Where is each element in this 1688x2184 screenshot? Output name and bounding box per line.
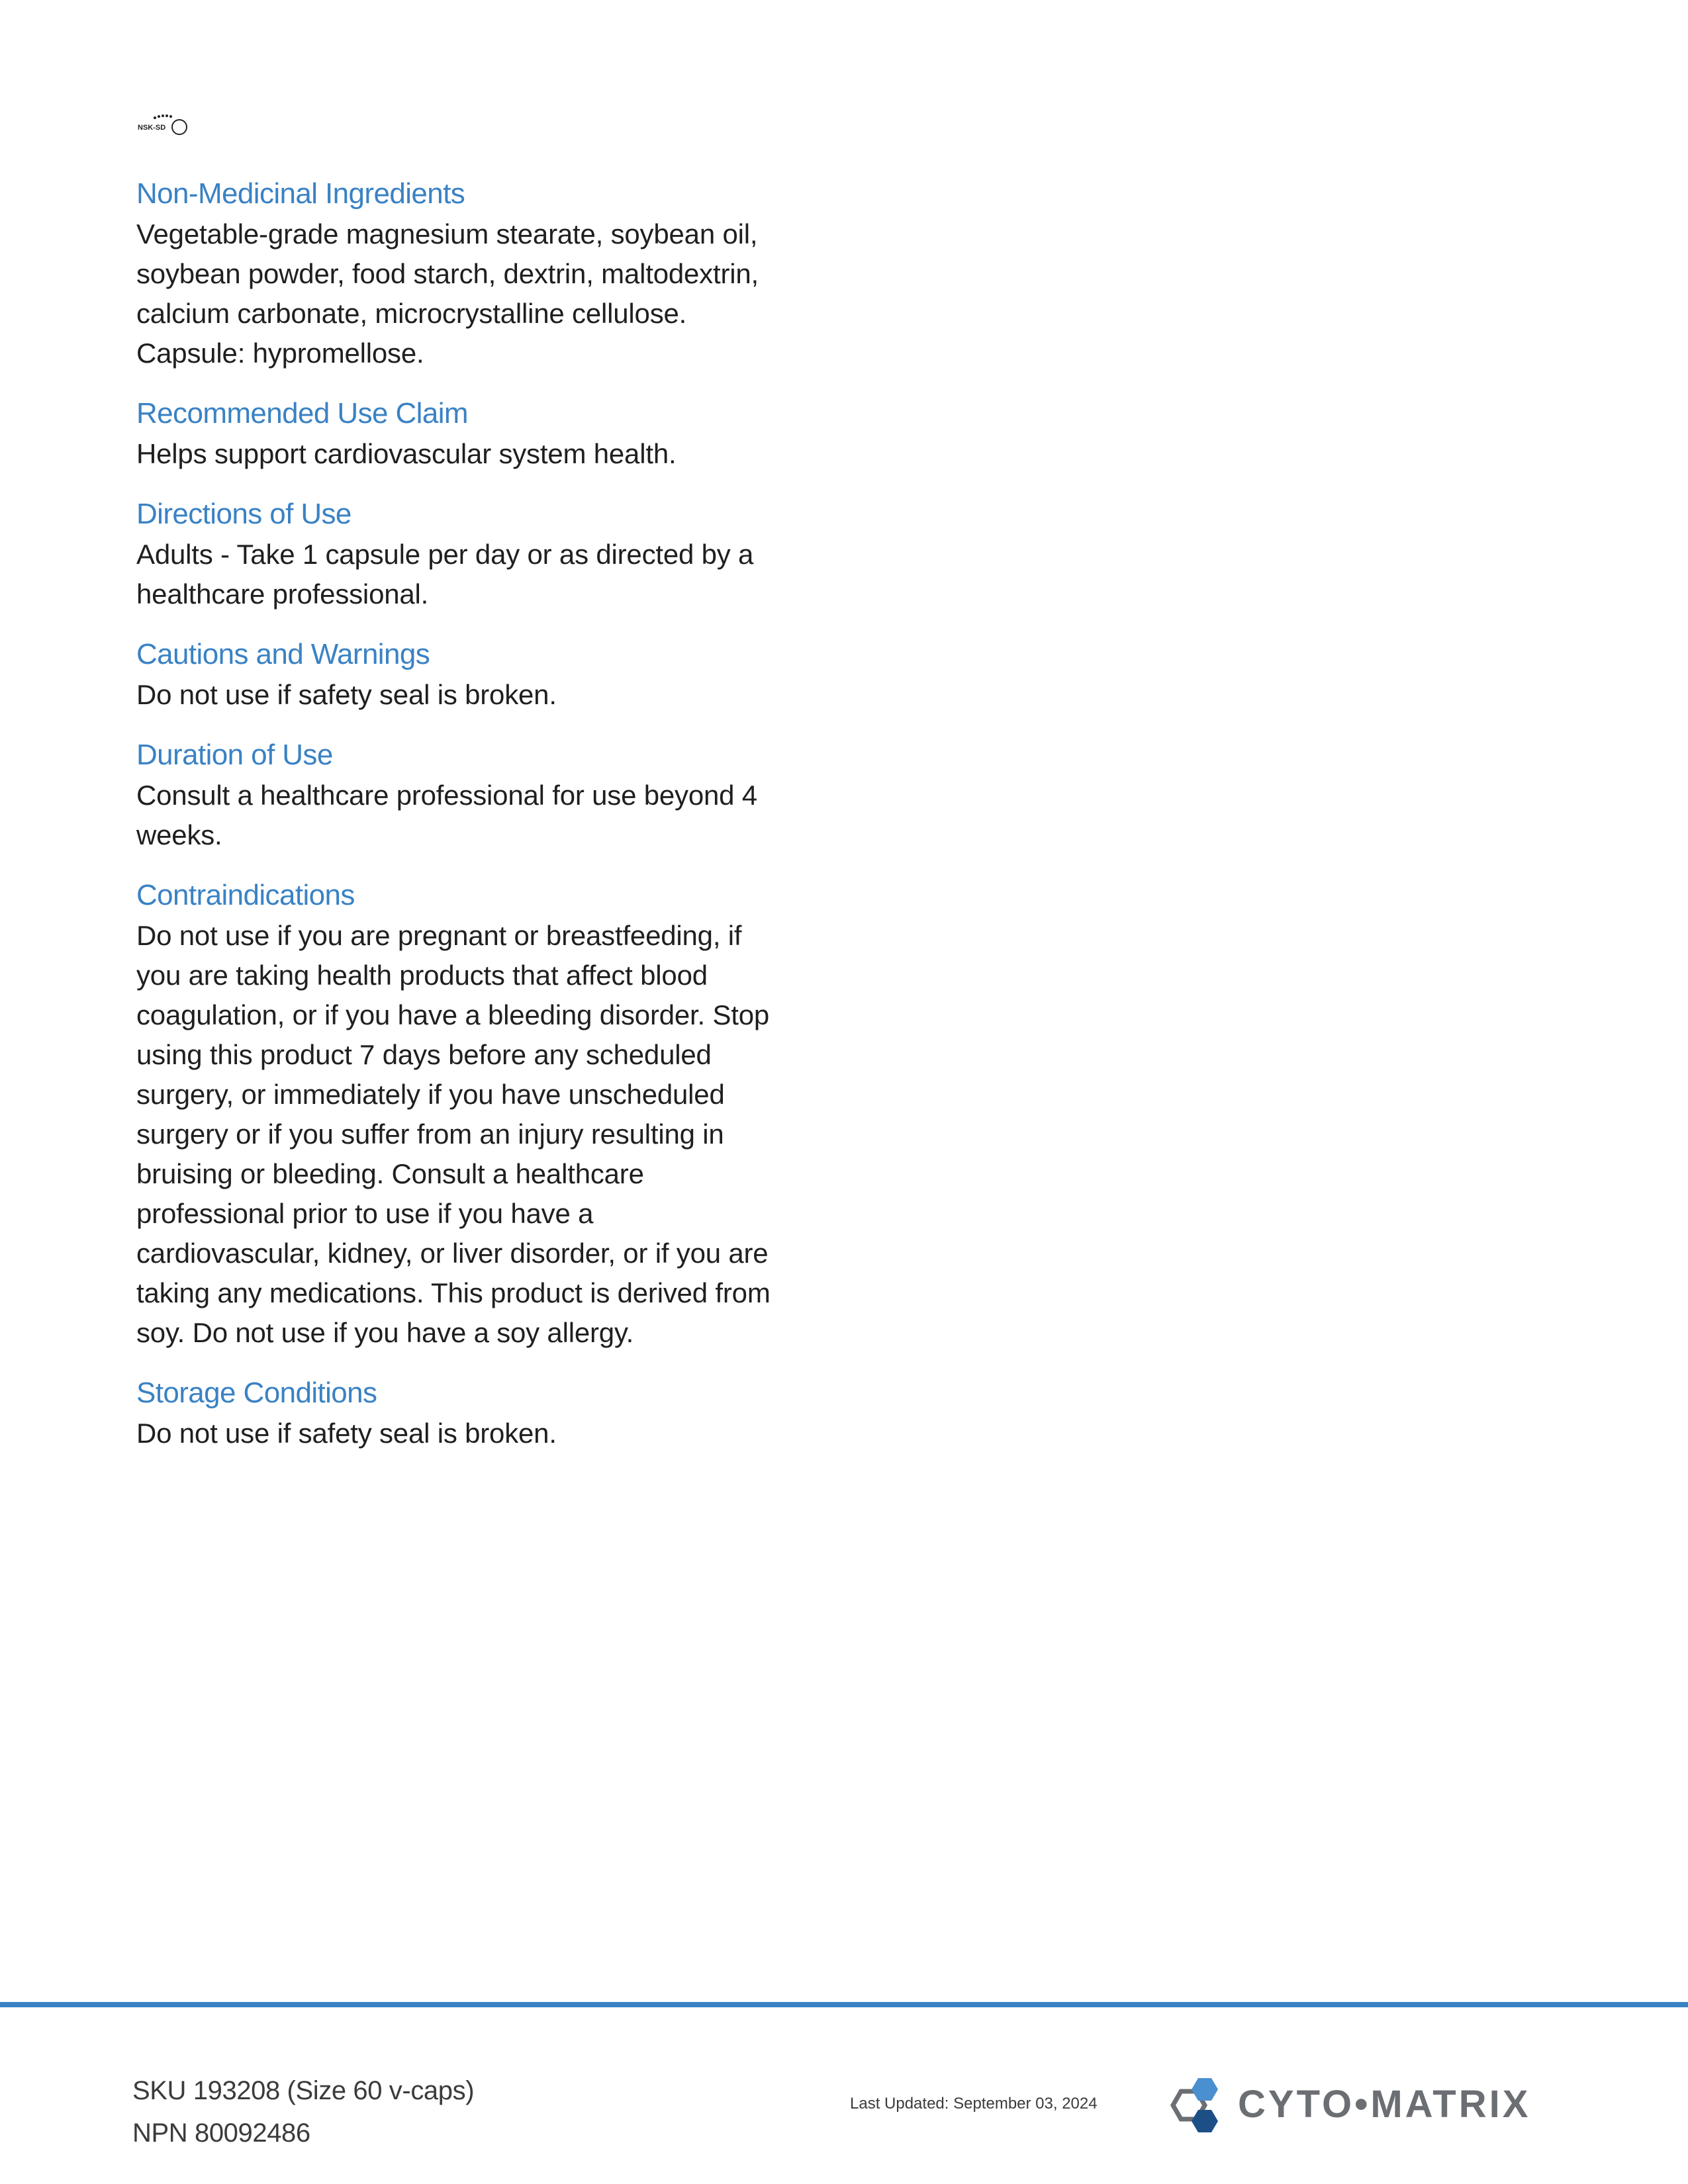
body-line: Do not use if safety seal is broken. xyxy=(136,1418,557,1449)
section-contraindications xyxy=(136,875,798,1353)
body-line: healthcare professional. xyxy=(136,578,429,610)
body-line: surgery, or immediately if you have unscheduled xyxy=(136,1079,725,1110)
section-non-medicinal-ingredients xyxy=(136,173,798,373)
body-line: Capsule: hypromellose. xyxy=(136,338,424,369)
cyto-matrix-logo xyxy=(1160,2069,1557,2142)
section-body xyxy=(136,776,798,855)
section-heading: Directions of Use xyxy=(136,498,352,530)
section-storage-conditions xyxy=(136,1373,798,1453)
hexagon-cluster-icon xyxy=(1160,2069,1233,2142)
body-line: professional prior to use if you have a xyxy=(136,1198,594,1229)
section-duration-of-use xyxy=(136,735,798,855)
body-line: using this product 7 days before any scheduled xyxy=(136,1039,712,1070)
body-line: soybean powder, food starch, dextrin, maltodextrin, xyxy=(136,258,759,289)
body-line: you are taking health products that affect blood xyxy=(136,960,708,991)
section-body xyxy=(136,916,798,1353)
brand-name: CYTO•MATRIX xyxy=(1238,2083,1531,2126)
section-heading: Recommended Use Claim xyxy=(136,397,468,430)
section-heading: Duration of Use xyxy=(136,739,333,771)
section-directions-of-use xyxy=(136,494,798,614)
nsk-sd-logo xyxy=(136,114,188,136)
product-info-content xyxy=(136,173,798,1473)
sku-text: SKU 193208 (Size 60 v-caps) xyxy=(132,2076,475,2105)
body-line: taking any medications. This product is derived from xyxy=(136,1277,771,1308)
body-line: soy. Do not use if you have a soy allergy. xyxy=(136,1317,634,1348)
section-heading: Contraindications xyxy=(136,879,355,911)
footer-divider xyxy=(0,2002,1688,2007)
body-line: Adults - Take 1 capsule per day or as directed by a xyxy=(136,539,754,570)
nsk-sd-logo-text: NSK-SD xyxy=(138,124,166,132)
section-heading: Storage Conditions xyxy=(136,1377,377,1409)
footer-product-codes xyxy=(132,2070,474,2154)
body-line: weeks. xyxy=(136,819,222,850)
body-line: bruising or bleeding. Consult a healthcare xyxy=(136,1158,644,1189)
body-line: calcium carbonate, microcrystalline cellulose. xyxy=(136,298,687,329)
section-cautions-and-warnings xyxy=(136,634,798,715)
body-line: Do not use if you are pregnant or breastfeeding, if xyxy=(136,920,742,951)
body-line: Vegetable-grade magnesium stearate, soybean oil, xyxy=(136,218,758,250)
body-line: cardiovascular, kidney, or liver disorder, or if you are xyxy=(136,1238,769,1269)
section-heading: Cautions and Warnings xyxy=(136,638,430,670)
body-line: Do not use if safety seal is broken. xyxy=(136,679,557,710)
body-line: Consult a healthcare professional for use beyond 4 xyxy=(136,780,757,811)
section-recommended-use-claim xyxy=(136,393,798,474)
section-body xyxy=(136,675,798,715)
body-line: Helps support cardiovascular system health. xyxy=(136,438,677,469)
last-updated-text: Last Updated: September 03, 2024 xyxy=(850,2095,1098,2113)
section-body xyxy=(136,214,798,373)
npn-text: NPN 80092486 xyxy=(132,2118,310,2148)
section-body xyxy=(136,1414,798,1453)
section-body xyxy=(136,535,798,614)
body-line: surgery or if you suffer from an injury resulting in xyxy=(136,1118,724,1150)
section-heading: Non-Medicinal Ingredients xyxy=(136,177,465,210)
section-body xyxy=(136,434,798,474)
body-line: coagulation, or if you have a bleeding disorder. Stop xyxy=(136,999,770,1030)
